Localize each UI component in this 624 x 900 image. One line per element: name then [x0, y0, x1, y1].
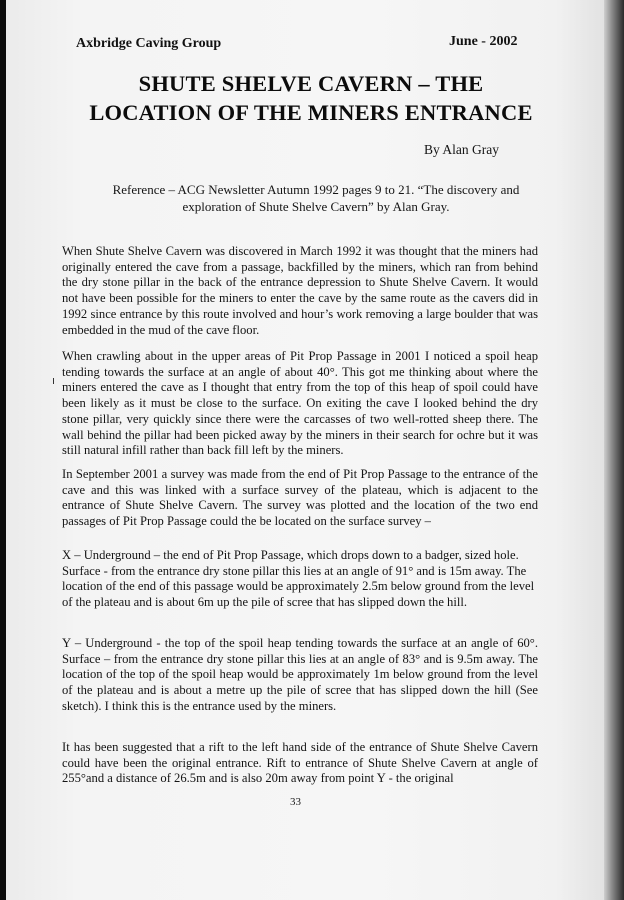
reference-line-2: exploration of Shute Shelve Cavern” by Alan Gray. [182, 199, 450, 214]
issue-date: June - 2002 [449, 34, 518, 49]
reference-line-1: Reference – ACG Newsletter Autumn 1992 pages 9 to 21. “The discovery and [112, 182, 520, 197]
paragraph-6: It has been suggested that a rift to the left hand side of the entrance of Shute Shelve Cavern could have been the original entrance. Rift to entrance of Shute Shelve Cavern at angle of 255°and a distance of 26.5m and is also 20m away from point Y - the original [62, 740, 538, 786]
article-title [46, 69, 576, 127]
page-number: 33 [290, 796, 301, 808]
paragraph-1: When Shute Shelve Cavern was discovered in March 1992 it was thought that the miners had originally entered the cave from a passage, backfilled by the miners, which ran from behind the dry stone pillar in the back of the entrance depression to Shute Shelve Cavern. It would not have been possible for the miners to enter the cave by the same route as the cavers did in 1992 since entrance by this route involved and hour’s work removing a large boulder that was embedded in the mud of the cave floor. [62, 244, 538, 337]
book-spine-shadow [604, 0, 624, 900]
margin-mark [53, 378, 54, 384]
title-line-1: SHUTE SHELVE CAVERN – THE [138, 71, 484, 96]
paragraph-point-y: Y – Underground - the top of the spoil heap tending towards the surface at an angle of 60°. Surface – from the entrance dry stone pillar this lies at an angle of 83° and is 9.5m away. The location of the top of the spoil heap would be approximately 1m below ground from the level of the plateau and is about a metre up the pile of scree that has slipped down the hill (See sketch). I think this is the entrance used by the miners. [62, 636, 538, 713]
document-page [6, 0, 604, 900]
paragraph-point-x: X – Underground – the end of Pit Prop Passage, which drops down to a badger, sized hole. Surface - from the entrance dry stone pillar this lies at an angle of 91° and is 15m away. The location of the end of this passage would be approximately 2.5m below ground from the level of the plateau and is about 6m up the pile of scree that has slipped down the hill. [62, 548, 535, 610]
paragraph-3: In September 2001 a survey was made from the end of Pit Prop Passage to the entrance of the cave and this was linked with a surface survey of the plateau, which is adjacent to the entrance of Shute Shelve Cavern. The survey was plotted and the location of the two end passages of Pit Prop Passage could the be located on the surface survey – [62, 467, 538, 529]
title-line-2: LOCATION OF THE MINERS ENTRANCE [89, 100, 533, 125]
group-name: Axbridge Caving Group [76, 36, 222, 51]
author-byline: By Alan Gray [424, 142, 499, 157]
paragraph-2: When crawling about in the upper areas of Pit Prop Passage in 2001 I noticed a spoil heap tending towards the surface at an angle of about 40°. This got me thinking about where the miners entered the cave as I thought that entry from the top of this heap of spoil could have been likely as it must be close to the surface. On exiting the cave I looked behind the dry stone pillar, very quickly since there were the carcasses of two well-rotted sheep there. The wall behind the pillar had been picked away by the miners in their search for ochre but it was still natural infill rather than back fill left by the miners. [62, 349, 538, 458]
reference-note [96, 181, 536, 215]
